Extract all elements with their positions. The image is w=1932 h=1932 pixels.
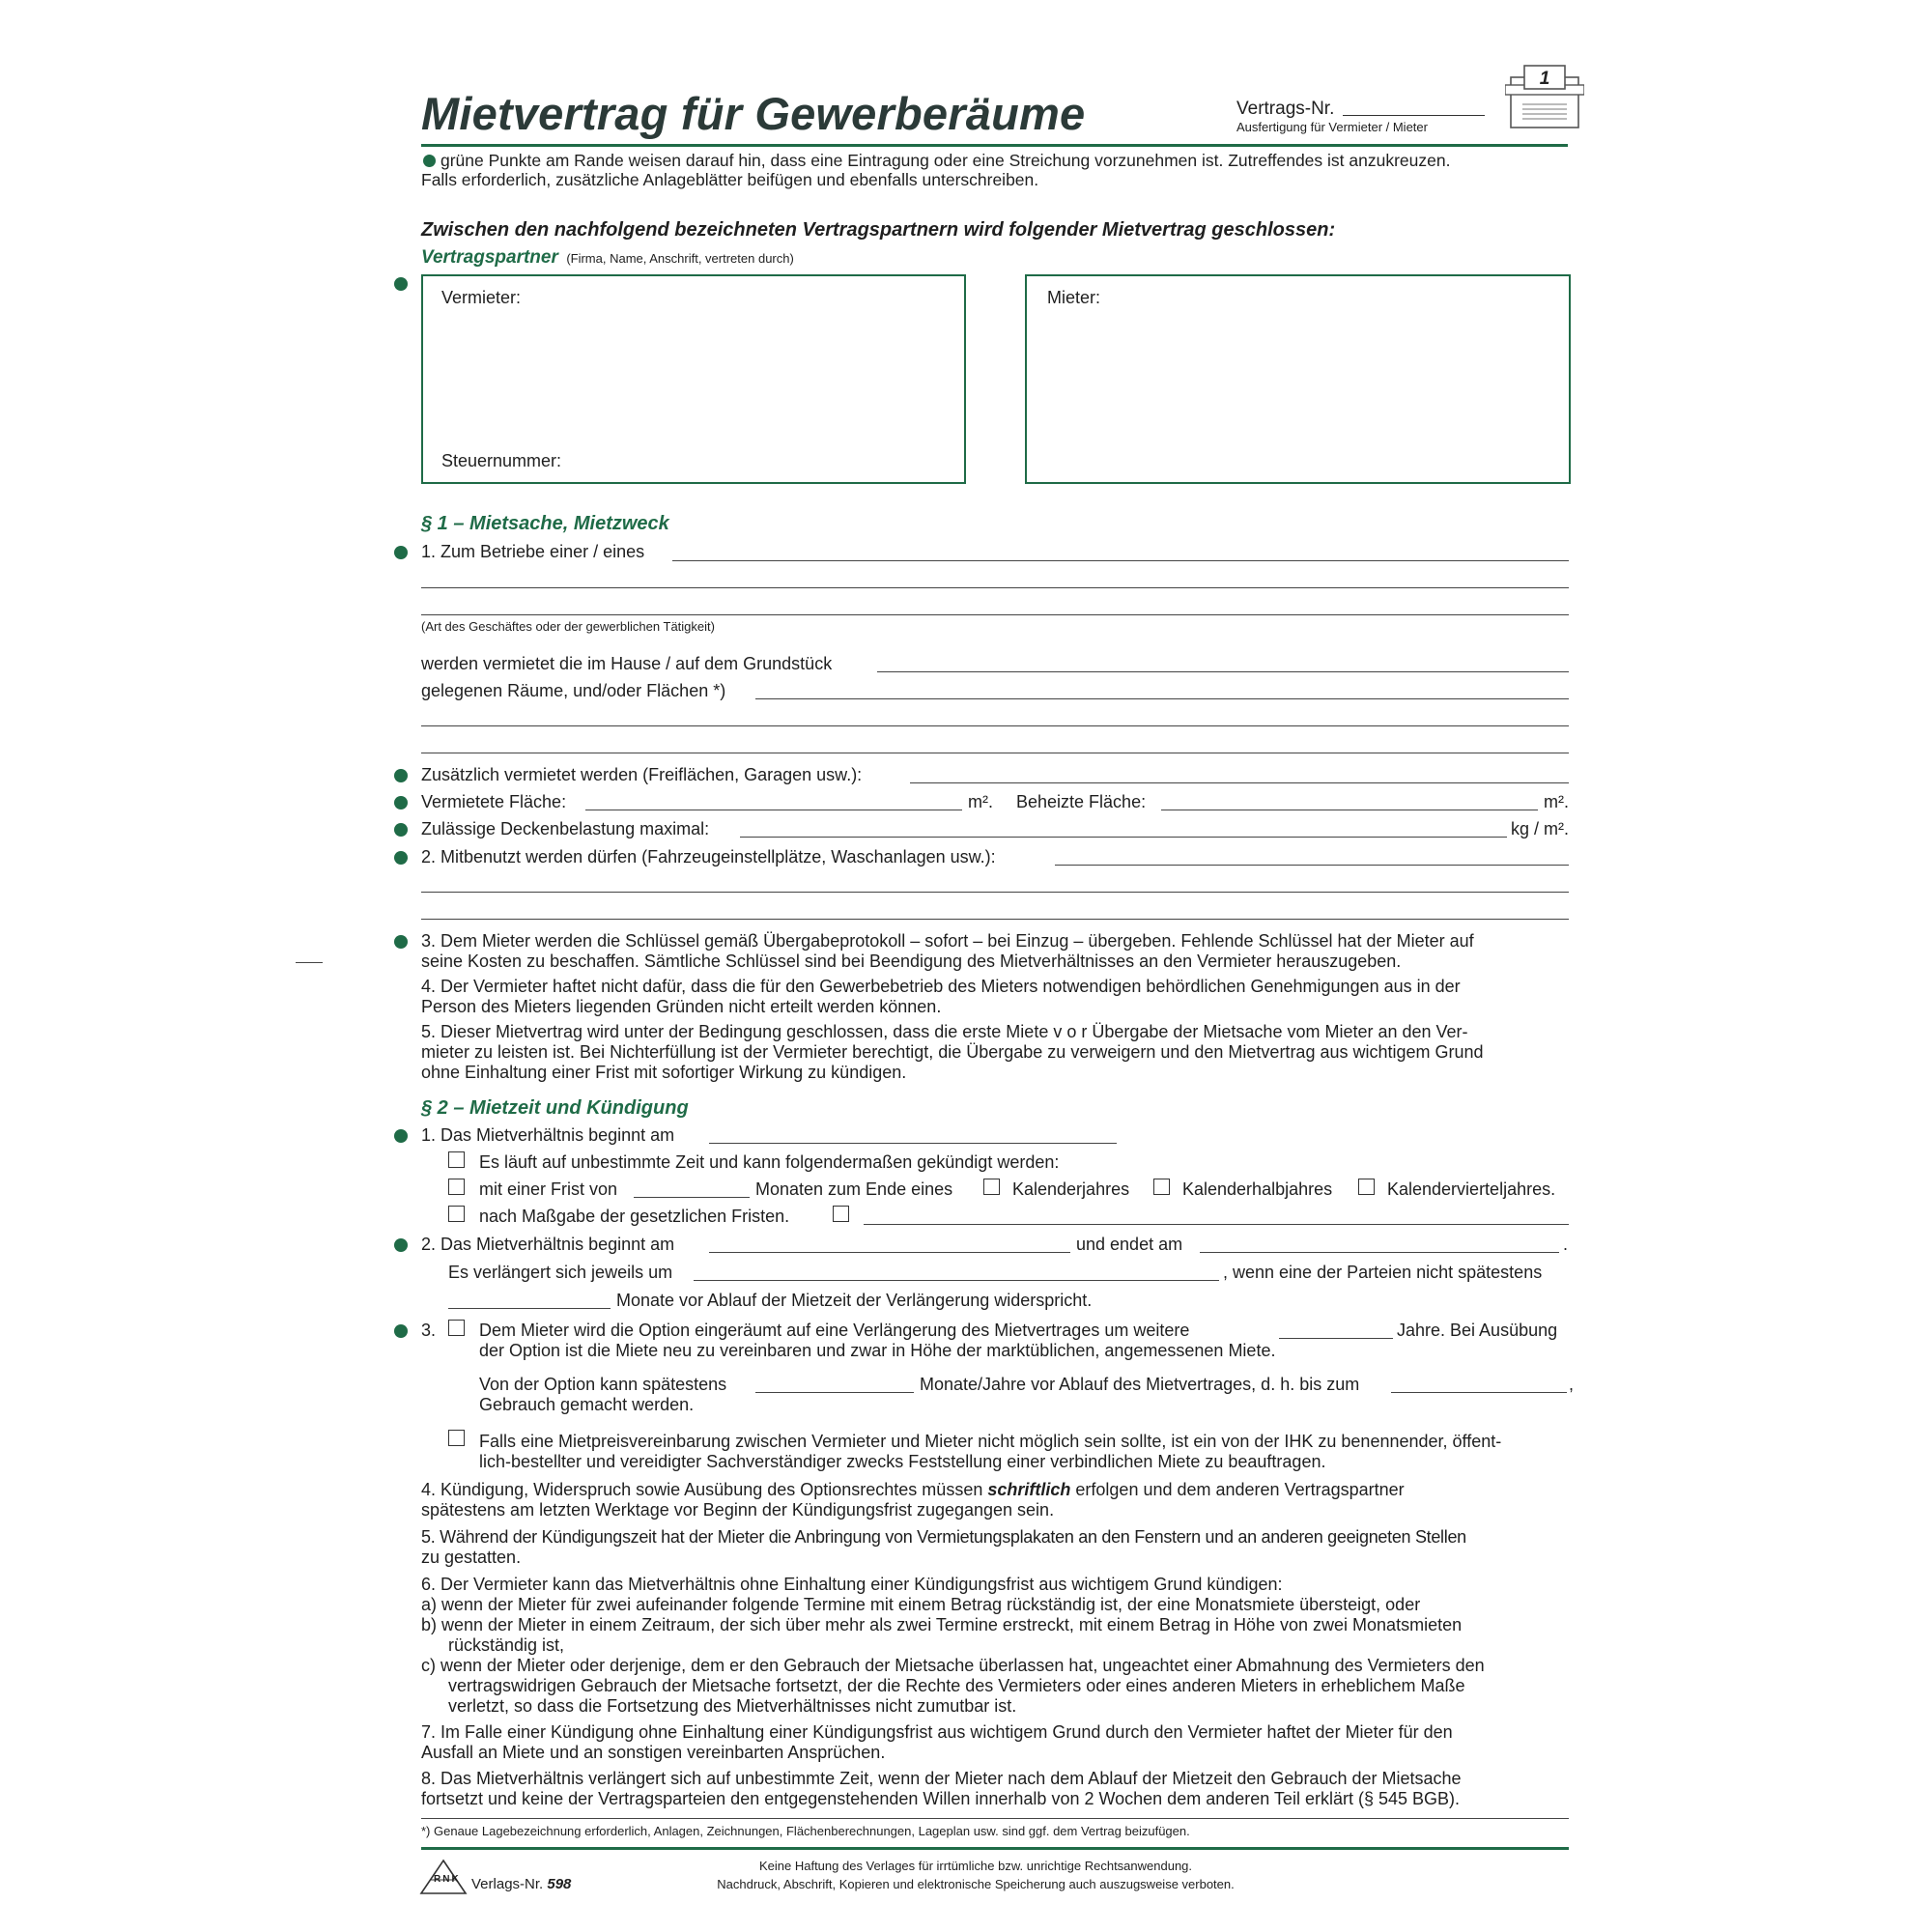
property-field[interactable] — [877, 671, 1569, 672]
ceiling-load-field[interactable] — [740, 837, 1507, 838]
option-line1: Dem Mieter wird die Option eingeräumt auf eine Verlängerung des Mietvertrages um weitere — [479, 1321, 1190, 1340]
s2-item3-number: 3. — [421, 1321, 437, 1340]
parties-note: (Firma, Name, Anschrift, vertreten durch) — [566, 251, 794, 266]
other-field[interactable] — [864, 1224, 1569, 1225]
business-type-field-3[interactable] — [421, 614, 1569, 615]
entry-dot-icon — [394, 769, 408, 782]
s2-item4-post: erfolgen und dem anderen Vertragspartner — [1075, 1480, 1405, 1499]
notice-period-label: mit einer Frist von — [479, 1179, 618, 1199]
calendar-year-label: Kalenderjahres — [1012, 1179, 1130, 1199]
s2-item4-line2: spätestens am letzten Werktage vor Beginn der Kündigungsfrist zugegangen sein. — [421, 1500, 1055, 1520]
calendar-half-label: Kalenderhalbjahres — [1182, 1179, 1333, 1199]
s2-item8-line2: fortsetzt und keine der Vertragsparteien den entgegenstehenden Willen innerhalb von 2 Wochen dem anderen Teil erklärt (§ 545 BGB). — [421, 1789, 1460, 1808]
s2-item6c-line2: vertragswidrigen Gebrauch der Mietsache fortsetzt, der die Rechte des Vermieters oder eines anderen Mieters in erheblichem Maße — [448, 1676, 1465, 1695]
s1-item3-line1: 3. Dem Mieter werden die Schlüssel gemäß Übergabeprotokoll – sofort – bei Einzug – übergeben. Fehlende Schlüssel hat der Mieter auf — [421, 931, 1474, 951]
entry-dot-icon — [394, 1324, 408, 1338]
s2-item2-label: 2. Das Mietverhältnis beginnt am — [421, 1235, 675, 1254]
entry-dot-icon — [394, 851, 408, 865]
entry-dot-icon — [394, 1238, 408, 1252]
s1-item2-label: 2. Mitbenutzt werden dürfen (Fahrzeugeinstellplätze, Waschanlagen usw.): — [421, 847, 996, 867]
landlord-label: Vermieter: — [441, 288, 522, 307]
extends-label: Es verlängert sich jeweils um — [448, 1263, 673, 1282]
s2-item6a: a) wenn der Mieter für zwei aufeinander folgende Termine mit einem Betrag rückständig ist, der eine Monatsmiete übersteigt, oder — [421, 1595, 1421, 1614]
legend-dot-icon — [423, 155, 436, 167]
rented-in-label: werden vermietet die im Hause / auf dem Grundstück — [421, 654, 833, 673]
option-deadline-field[interactable] — [755, 1392, 914, 1393]
m2-unit-2: m². — [1544, 792, 1569, 811]
tenant-label: Mieter: — [1047, 288, 1101, 307]
copy-number-text: 1 — [1539, 69, 1550, 89]
calendar-half-checkbox[interactable] — [1153, 1179, 1170, 1195]
ends-label: und endet am — [1076, 1235, 1183, 1254]
years-label: Jahre. Bei Ausübung — [1397, 1321, 1558, 1340]
footnote: *) Genaue Lagebezeichnung erforderlich, Anlagen, Zeichnungen, Flächenberechnungen, Lageplan usw. sind ggf. dem Vertrag beizufügen. — [421, 1824, 1190, 1838]
shared-use-field[interactable] — [1055, 865, 1569, 866]
notice-period-checkbox[interactable] — [448, 1179, 465, 1195]
publisher-number-value: 598 — [547, 1876, 572, 1892]
option-from-label: Von der Option kann spätestens — [479, 1375, 727, 1394]
s2-item6c-line3: verletzt, so dass die Fortsetzung des Mietverhältnisses nicht zumutbar ist. — [448, 1696, 1017, 1716]
document-title: Mietvertrag für Gewerberäume — [421, 88, 1086, 139]
months-before-label: Monate vor Ablauf der Mietzeit der Verlängerung widerspricht. — [616, 1291, 1093, 1310]
option-use-label: Gebrauch gemacht werden. — [479, 1395, 695, 1414]
shared-use-field-2[interactable] — [421, 892, 1569, 893]
calendar-quarter-checkbox[interactable] — [1358, 1179, 1375, 1195]
section-1-heading: § 1 – Mietsache, Mietzweck — [421, 513, 669, 534]
intro-line-1: grüne Punkte am Rande weisen darauf hin, dass eine Eintragung oder eine Streichung vorzunehmen ist. Zutreffendes ist anzukreuzen. — [440, 151, 1451, 170]
s1-item1-label: 1. Zum Betriebe einer / eines — [421, 542, 645, 561]
footer-rule — [421, 1847, 1569, 1850]
publisher-logo-letters: RNK — [434, 1874, 461, 1885]
rooms-label: gelegenen Räume, und/oder Flächen *) — [421, 681, 726, 700]
rooms-field[interactable] — [755, 698, 1569, 699]
business-type-field[interactable] — [672, 560, 1569, 561]
option-checkbox[interactable] — [448, 1320, 465, 1336]
calendar-year-checkbox[interactable] — [983, 1179, 1000, 1195]
s2-item6b-line2: rückständig ist, — [448, 1635, 565, 1655]
rented-area-label: Vermietete Fläche: — [421, 792, 567, 811]
s2-item4-line1 — [421, 1480, 1405, 1500]
copy-label: Ausfertigung für Vermieter / Mieter — [1236, 120, 1428, 134]
heated-area-label: Beheizte Fläche: — [1016, 792, 1147, 811]
fold-mark — [296, 962, 323, 963]
rooms-field-2[interactable] — [421, 725, 1569, 726]
s1-item4-line1: 4. Der Vermieter haftet nicht dafür, dass die für den Gewerbebetrieb des Mieters notwendigen behördlichen Genehmigungen aus in der — [421, 977, 1461, 996]
ihk-checkbox[interactable] — [448, 1430, 465, 1446]
publisher-number — [471, 1876, 571, 1892]
publisher-number-label: Verlags-Nr. — [471, 1876, 544, 1892]
extension-field[interactable] — [694, 1280, 1219, 1281]
ceiling-load-label: Zulässige Deckenbelastung maximal: — [421, 819, 710, 838]
option-line2: der Option ist die Miete neu zu vereinbaren und zwar in Höhe der marktüblichen, angemessenen Miete. — [479, 1341, 1276, 1360]
months-end-label: Monaten zum Ende eines — [755, 1179, 953, 1199]
legal-periods-label: nach Maßgabe der gesetzlichen Fristen. — [479, 1207, 790, 1226]
period-start-field[interactable] — [709, 1252, 1070, 1253]
business-type-field-2[interactable] — [421, 587, 1569, 588]
additional-field[interactable] — [910, 782, 1569, 783]
option-comma: , — [1569, 1375, 1575, 1394]
s1-item5-line2: mieter zu leisten ist. Bei Nichterfüllung ist der Vermieter berechtigt, die Übergabe zu verweigern und den Mietvertrag aus wichtigem Grund — [421, 1042, 1484, 1062]
s2-item6b-line1: b) wenn der Mieter in einem Zeitraum, der sich über mehr als zwei Termine erstreckt, mit einem Betrag in Höhe von zwei Monatsmieten — [421, 1615, 1463, 1634]
option-date-field[interactable] — [1391, 1392, 1567, 1393]
footnote-rule — [421, 1818, 1569, 1819]
option-months-label: Monate/Jahre vor Ablauf des Mietvertrages, d. h. bis zum — [920, 1375, 1360, 1394]
notice-months-field[interactable] — [634, 1197, 750, 1198]
period-end-field[interactable] — [1200, 1252, 1559, 1253]
period-end-dot: . — [1563, 1235, 1569, 1254]
other-checkbox[interactable] — [833, 1206, 849, 1222]
landlord-box[interactable] — [421, 274, 966, 484]
unlimited-checkbox[interactable] — [448, 1151, 465, 1168]
s2-item7-line1: 7. Im Falle einer Kündigung ohne Einhaltung einer Kündigungsfrist aus wichtigem Grund durch den Vermieter haftet der Mieter für den — [421, 1722, 1453, 1742]
s2-item4-pre: 4. Kündigung, Widerspruch sowie Ausübung des Optionsrechtes müssen — [421, 1480, 983, 1499]
s1-item5-line3: ohne Einhaltung einer Frist mit sofortiger Wirkung zu kündigen. — [421, 1063, 907, 1082]
s2-item5-line1: 5. Während der Kündigungszeit hat der Mieter die Anbringung von Vermietungsplakaten an den Fenstern und an anderen geeigneten Stellen — [421, 1527, 1466, 1547]
entry-dot-icon — [394, 1129, 408, 1143]
tax-number-label: Steuernummer: — [441, 451, 562, 470]
kg-unit: kg / m². — [1511, 819, 1570, 838]
business-type-note: (Art des Geschäftes oder der gewerblichen Tätigkeit) — [421, 619, 715, 634]
s2-item6: 6. Der Vermieter kann das Mietverhältnis ohne Einhaltung einer Kündigungsfrist aus wichtigem Grund kündigen: — [421, 1575, 1283, 1594]
additional-label: Zusätzlich vermietet werden (Freiflächen, Garagen usw.): — [421, 765, 863, 784]
intro-line-2: Falls erforderlich, zusätzliche Anlageblätter beifügen und ebenfalls unterschreiben. — [421, 170, 1039, 189]
shared-use-field-3[interactable] — [421, 919, 1569, 920]
parties-heading: Zwischen den nachfolgend bezeichneten Vertragspartnern wird folgender Mietvertrag geschlossen: — [421, 219, 1336, 241]
option-years-field[interactable] — [1279, 1338, 1393, 1339]
ihk-line1: Falls eine Mietpreisvereinbarung zwischen Vermieter und Mieter nicht möglich sein sollte, ist ein von der IHK zu benennender, öffent- — [479, 1432, 1502, 1451]
disclaimer-line-2: Nachdruck, Abschrift, Kopieren und elektronische Speicherung auch auszugsweise verboten. — [717, 1877, 1235, 1891]
s2-item4-emphasis: schriftlich — [987, 1480, 1071, 1499]
entry-dot-icon — [394, 935, 408, 949]
legal-periods-checkbox[interactable] — [448, 1206, 465, 1222]
header-rule — [421, 144, 1568, 147]
contract-number-label: Vertrags-Nr. — [1236, 99, 1335, 119]
disclaimer-line-1: Keine Haftung des Verlages für irrtümliche bzw. unrichtige Rechtsanwendung. — [758, 1859, 1193, 1873]
m2-unit: m². — [968, 792, 993, 811]
objection-months-field[interactable] — [448, 1308, 611, 1309]
parties-label: Vertragspartner — [421, 247, 558, 268]
entry-dot-icon — [394, 823, 408, 837]
calendar-quarter-label: Kalendervierteljahres. — [1387, 1179, 1556, 1199]
s2-item8-line1: 8. Das Mietverhältnis verlängert sich auf unbestimmte Zeit, wenn der Mieter nach dem Ablauf der Mietzeit den Gebrauch der Mietsache — [421, 1769, 1462, 1788]
tenant-box[interactable] — [1025, 274, 1571, 484]
section-2-heading: § 2 – Mietzeit und Kündigung — [421, 1097, 689, 1119]
entry-dot-icon — [394, 546, 408, 559]
s1-item3-line2: seine Kosten zu beschaffen. Sämtliche Schlüssel sind bei Beendigung des Mietverhältnisses an den Vermieter herauszugeben. — [421, 952, 1402, 971]
copy-number-badge — [1505, 64, 1584, 131]
start-date-field[interactable] — [709, 1143, 1117, 1144]
contract-number-field[interactable] — [1343, 115, 1485, 116]
s1-item4-line2: Person des Mieters liegenden Gründen nicht erteilt werden können. — [421, 997, 942, 1016]
s1-item5-line1: 5. Dieser Mietvertrag wird unter der Bedingung geschlossen, dass die erste Miete v o r Übergabe der Mietsache vom Mieter an den Ver- — [421, 1022, 1468, 1041]
s2-item1-label: 1. Das Mietverhältnis beginnt am — [421, 1125, 675, 1145]
unlimited-label: Es läuft auf unbestimmte Zeit und kann folgendermaßen gekündigt werden: — [479, 1152, 1060, 1172]
parties-label-row — [421, 247, 794, 269]
ihk-line2: lich-bestellter und vereidigter Sachverständiger zwecks Feststellung einer verbindlichen Miete zu beauftragen. — [479, 1452, 1326, 1471]
s2-item6c-line1: c) wenn der Mieter oder derjenige, dem er den Gebrauch der Mietsache überlassen hat, ungeachtet einer Abmahnung des Vermieters den — [421, 1656, 1485, 1675]
s2-item7-line2: Ausfall an Miete und an sonstigen vereinbarten Ansprüchen. — [421, 1743, 886, 1762]
entry-dot-icon — [394, 796, 408, 810]
unless-label: , wenn eine der Parteien nicht spätestens — [1223, 1263, 1543, 1282]
s2-item5-line2: zu gestatten. — [421, 1548, 522, 1567]
entry-dot-icon — [394, 277, 408, 291]
